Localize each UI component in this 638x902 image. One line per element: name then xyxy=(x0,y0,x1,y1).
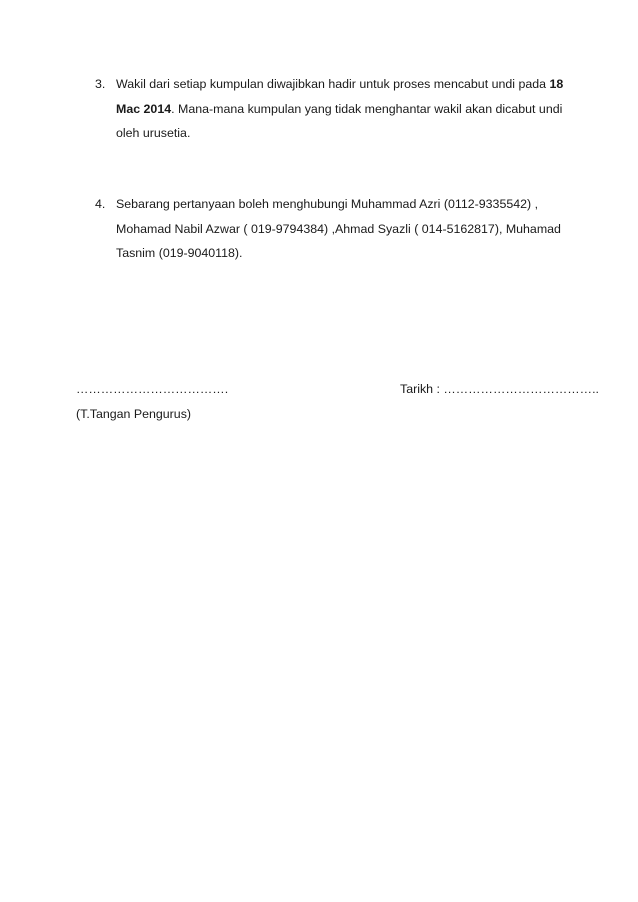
list-item-line: Mohamad Nabil Azwar ( 019-9794384) ,Ahmad Syazli ( 014-5162817), Muhamad xyxy=(116,221,561,236)
list-item-number: 3. xyxy=(95,77,106,91)
date-field: Tarikh : ……………………………….. xyxy=(400,382,599,396)
list-item-text: Wakil dari setiap kumpulan diwajibkan hadir untuk proses mencabut undi pada xyxy=(116,77,550,91)
list-item-body xyxy=(116,192,565,266)
signature-label: (T.Tangan Pengurus) xyxy=(76,407,192,421)
list-item-4 xyxy=(95,192,565,266)
list-item-line xyxy=(116,72,565,97)
list-item-line: Tasnim (019-9040118). xyxy=(116,246,243,260)
list-item-line: oleh urusetia. xyxy=(116,126,191,140)
list-item-bold-text: 18 xyxy=(549,77,564,91)
list-item-line xyxy=(116,97,565,122)
signature-line: ………………………………. xyxy=(76,382,229,396)
list-item-number: 4. xyxy=(95,197,106,211)
list-item-body xyxy=(116,72,565,146)
list-item-bold-text: Mac 2014 xyxy=(116,101,172,116)
list-item-3 xyxy=(95,72,565,146)
list-item-text: . Mana-mana kumpulan yang tidak menghantar wakil akan dicabut undi xyxy=(171,101,563,116)
list-item-line: Sebarang pertanyaan boleh menghubungi Muhammad Azri (0112-9335542) , xyxy=(116,197,539,211)
